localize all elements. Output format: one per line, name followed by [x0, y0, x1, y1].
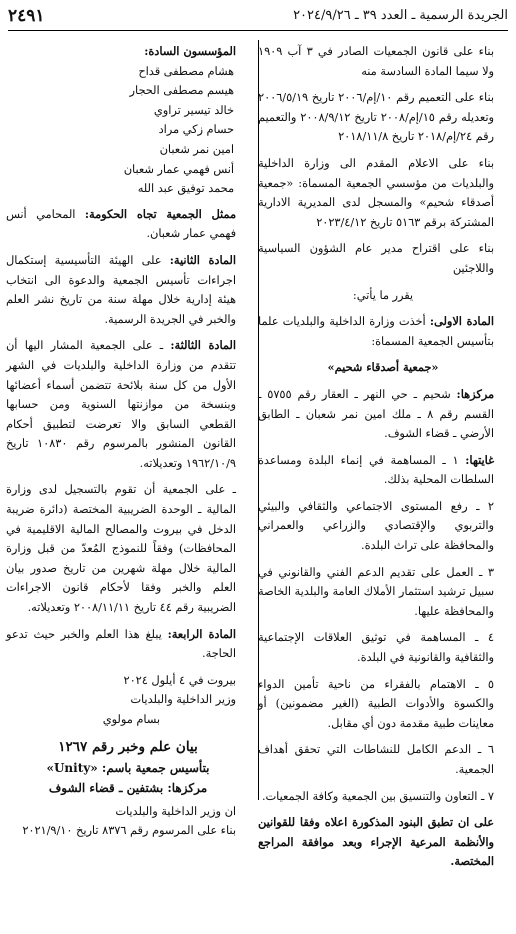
- preamble-4: بناء على اقتراح مدير عام الشؤون السياسية واللاجئين: [258, 242, 494, 275]
- header-rule: [8, 30, 508, 31]
- headquarters-text: شحيم ـ حي النهر ـ العقار رقم ٥٧٥٥ ـ القسم رقم ٨ ـ ملك امين نمر شعبان ـ الطابق الأرضي ـ قضاء الشوف.: [258, 387, 495, 441]
- preamble-1: بناء على قانون الجمعيات الصادر في ٣ آب ١٩٠٩ ولا سيما المادة السادسة منه: [258, 45, 494, 78]
- founder-3: خالد تيسير تراوي: [153, 103, 234, 117]
- founders-label: المؤسسون السادة:: [144, 44, 236, 58]
- signature-name: بسام مولوي: [102, 713, 160, 726]
- gazette-title: الجريدة الرسمية ـ العدد ٣٩ ـ ٢٠٢٤/٩/٢٦: [293, 8, 508, 23]
- right-column: [258, 42, 508, 879]
- article-4-text: يبلغ هذا العلم والخبر حيث تدعو الحاجة.: [6, 627, 236, 661]
- preamble-3: بناء على الاعلام المقدم الى وزارة الداخلية والبلديات من مؤسسي الجمعية المسماة: «جمعية أصدقاء شحيم» والمسجل لدى المديرية الادارية المشتركة برقم ٥١٦٣ تاريخ ٢٠٢٣/٤/١٢: [258, 156, 494, 229]
- headquarters-label: مركزها:: [456, 386, 495, 401]
- article-4-label: المادة الرابعة:: [167, 626, 237, 641]
- signature-office: وزير الداخلية والبلديات: [130, 693, 236, 707]
- representative: [6, 205, 250, 244]
- headquarters: [258, 385, 508, 444]
- article-2-text: على الهيئة التأسيسية إستكمال اجراءات تأسيس الجمعية والدعوة الى انتخاب هيئة إدارية خلال مهلة سنة من تاريخ نشر العلم والخبر في الجريدة الرسمية.: [6, 253, 236, 326]
- article-2: [6, 251, 250, 329]
- page-header: [8, 6, 508, 30]
- founder-5: امين نمر شعبان: [159, 142, 234, 156]
- closing-clause: على ان تطبق البنود المذكورة اعلاه وفقا للقوانين والأنظمة المرعية الإجراء وبعد موافقة المراجع المختصة.: [258, 815, 494, 869]
- signature-place-date: بيروت في ٤ أيلول ٢٠٢٤: [123, 673, 236, 687]
- article-4: [6, 625, 250, 664]
- goal-2: ٢ ـ رفع المستوى الاجتماعي والثقافي والبيئي والتربوي والإقتصادي والزراعي والعمراني والمحافظة على تراث البلدة.: [258, 499, 494, 553]
- decree-intro: يقرر ما يأتي:: [352, 288, 414, 302]
- founder-7: محمد توفيق عبد الله: [137, 182, 234, 196]
- page-number: ٢٤٩١: [8, 6, 45, 26]
- next-notice-line-1: ان وزير الداخلية والبلديات: [115, 804, 236, 818]
- goal-4: ٤ ـ المساهمة في توثيق العلاقات الإجتماعية والثقافية والقانونية في البلدة.: [258, 631, 494, 665]
- article-1-text: أخذت وزارة الداخلية والبلديات علما بتأسيس الجمعية المسماة:: [258, 315, 494, 348]
- left-column: [6, 42, 250, 841]
- article-1-label: المادة الاولى:: [429, 314, 494, 329]
- founder-4: حسام زكي مراد: [158, 123, 234, 137]
- article-3-tax: ـ على الجمعية أن تقوم بالتسجيل لدى وزارة المالية ـ الوحدة الضريبية المختصة (دائرة ضريبة الدخل في بيروت والمصالح المالية الاقليمية في المحافظات) وفقاً للنموذج المُعدّ من قبل وزارة المالية خلال مهلة شهرين من تاريخ صدور بيان العلم والخبر وفقا لأحكام قانون الاجراءات الضريبية رقم ٤٤ تاريخ ٢٠٠٨/١١/١١ وتعديلاته.: [6, 483, 236, 615]
- association-name: «جمعية أصدقاء شحيم»: [327, 360, 439, 375]
- founder-2: هيسم مصطفى الحجار: [129, 84, 234, 98]
- preamble-2: بناء على التعميم رقم ١٠/إم/٢٠٠٦ تاريخ ٢٠٠٦/٥/١٩ وتعديله رقم ١٥/إم/٢٠٠٨ تاريخ ٢٠٠٨/٩/١٢ والتعميم رقم ٢٤/إم/٢٠١٨ تاريخ ٢٠١٨/١١/٨: [258, 91, 494, 144]
- goal-5: ٥ ـ الاهتمام بالفقراء من ناحية تأمين الدواء والكسوة والأدوات الطبية (الغير مضمونين) أو معاينات طبية مقدمة دون أي مقابل.: [258, 677, 494, 730]
- article-3-text: ـ على الجمعية المشار اليها أن تتقدم من وزارة الداخلية والبلديات في الشهر الأول من كل سنة بلائحة تتضمن أسماء أعضائها وبنسخة من موازنتها السنوية ومن حسابها القطعي السابق والا تعرضت لتطبيق أحكام القانون المنشور بالمرسوم رقم ١٠٨٣٠ تاريخ ١٩٦٢/١٠/٩ وتعديلاته.: [6, 339, 236, 470]
- article-3-label: المادة الثالثة:: [170, 338, 236, 353]
- goal-7: ٧ ـ التعاون والتنسيق بين الجمعية وكافة الجمعيات.: [261, 789, 494, 803]
- article-1: [258, 312, 508, 351]
- article-2-label: المادة الثانية:: [169, 252, 236, 267]
- founder-1: هشام مصطفى قداح: [138, 64, 234, 78]
- next-notice-subtitle: بتأسيس جمعية باسم: «Unity»: [46, 760, 210, 775]
- goals-label: غايتها:: [465, 452, 494, 467]
- article-3: [6, 336, 250, 473]
- next-notice-hq: مركزها: بشتفين ـ قضاء الشوف: [48, 780, 208, 795]
- goal-3: ٣ ـ العمل على تقديم الدعم الفني والقانوني في سبيل ترشيد استثمار الأملاك العامة والبلدية الخاصة والمحافظة عليها.: [258, 565, 494, 618]
- representative-text: المحامي أنس فهمي عمار شعبان.: [6, 207, 236, 241]
- goal-6: ٦ ـ الدعم الكامل للنشاطات التي تحقق أهداف الجمعية.: [258, 743, 494, 776]
- founder-6: أنس فهمي عمار شعبان: [123, 162, 234, 176]
- representative-label: ممثل الجمعية تجاه الحكومة:: [84, 206, 237, 221]
- next-notice-line-2: بناء على المرسوم رقم ٨٣٧٦ تاريخ ٢٠٢١/٩/١٠: [22, 824, 236, 838]
- goal-1-text: ١ ـ المساهمة في إنماء البلدة ومساعدة السلطات المحلية بذلك.: [258, 453, 494, 487]
- next-notice-title: بيان علم وخبر رقم ١٢٦٧: [58, 738, 198, 755]
- goal-1: [258, 451, 508, 490]
